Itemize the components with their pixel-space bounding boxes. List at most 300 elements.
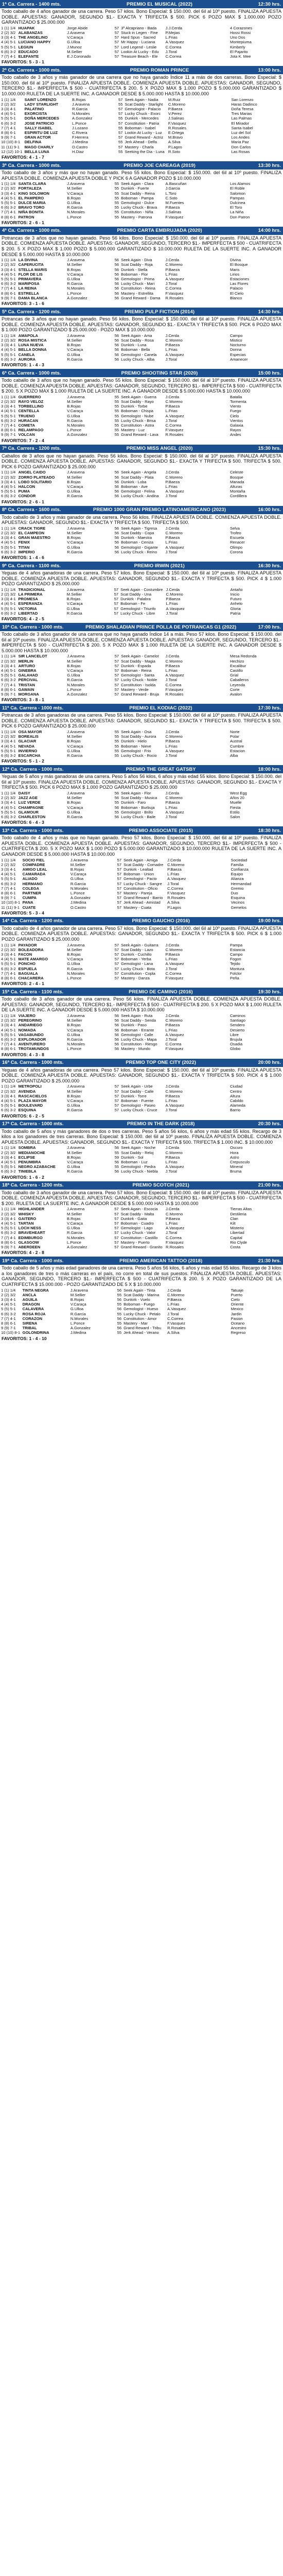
weight: 55 [114, 186, 119, 191]
jockey-name: M.Sellier [67, 1211, 82, 1216]
trainer-name: A.Vasquez [165, 961, 184, 967]
pedigree: Constitution - Astra [121, 423, 154, 428]
table-row [0, 399, 283, 404]
jockey-name: L.Ponce [67, 687, 82, 692]
race-conditions: Todo caballo de 4 años ganador de una carrera. Peso 57 kilos. Bono Especial: $ 150.000. del 6il al 10º puesto. FINALIZA APUESTA DOBLE. COMIENZA APUESTA DOBLE. APUESTAS: GANADOR, SEGUNDO $1.- EXACTA Y TRIFECTA $ 500. PICK 6 $ 1.000 POZO GARANTIZADO $ 25.000.000 [2, 925, 281, 942]
jockey-name: V.Caraça [67, 347, 83, 352]
trainer-name: C.Moreno [165, 474, 183, 480]
trainer-name: L.Frias [165, 1221, 178, 1226]
entry-number: 5 (5) 5-1 [1, 876, 16, 882]
entry-number: 6 (6) 3-2 [1, 1169, 16, 1174]
horse-name: METROPOLI [18, 1084, 42, 1089]
pedigree: Dunkirk - Cuchillo [121, 952, 152, 957]
jockey-name: G.Ulloa [67, 200, 80, 206]
stud-name: Trofeo [230, 531, 241, 536]
horse-name: CALAVERA [22, 1307, 44, 1312]
trainer-name: P.Baeza [167, 1297, 182, 1302]
weight: 56 [114, 474, 119, 480]
entry-number: 1 (1) 1/4 [1, 25, 16, 30]
trainer-name: A.Vasquez [165, 1032, 184, 1037]
horse-name: LUCIANO HAPPY [18, 40, 51, 45]
entry-number: 5 (5) 5-1 [1, 1307, 16, 1312]
horse-name: DRAGON [22, 1302, 40, 1307]
race-number: 6ª Ca. Carrera - 1000 mts. [2, 370, 61, 376]
entry-number: 5 (5) 5-1 [1, 606, 16, 611]
pedigree: Scat Daddy - Rosa [121, 338, 154, 343]
weight: 56 [114, 1042, 119, 1047]
stud-name: Norte [230, 730, 240, 735]
trainer-name: J.Cerda [165, 470, 180, 475]
table-row [0, 683, 283, 687]
stud-name: Caballeros [230, 677, 249, 683]
pedigree: Scat Daddy - Una [120, 592, 152, 597]
table-row [0, 882, 283, 886]
table-row [0, 540, 283, 545]
table-row [0, 1212, 283, 1216]
trainer-name: P.Mejias [165, 30, 180, 35]
stud-name: Dulcinea [230, 200, 245, 206]
weight: 57 [117, 905, 122, 910]
trainer-name: C.Moreno [165, 1211, 183, 1216]
jockey-name: M.Sellier [67, 338, 82, 343]
jockey-name: B.Rojas [67, 535, 81, 540]
entry-number: 1 (1) 1/4 [1, 730, 16, 735]
horse-name: LOCH NESS [18, 1226, 41, 1231]
trainer-name: J.Cerda [165, 1145, 180, 1150]
race-number: 16ª Ca. Carrera - 1000 mts. [2, 1060, 64, 1066]
entry-number: 6 (6) 3-2 [1, 549, 16, 554]
trainer-name: J.Toral [165, 418, 177, 423]
stud-name: Hechizo [230, 658, 244, 664]
pedigree: Lucky Chuck - Brisa [121, 418, 156, 423]
jockey-name: R.Garcia [67, 281, 83, 286]
pedigree: Gemologist - Lana [121, 961, 153, 967]
pedigree: Lookin At Lucky - Edu [121, 49, 159, 54]
entry-number: 3 (3) 4-1 [1, 404, 16, 409]
entry-number: 10 (10) 8-1 [1, 1330, 21, 1335]
race-conditions: Yeguas de 4 años ganadoras de una carrera. Peso 57 kilos. Bono Especial: $ 150.000. del 6il al 10º puesto. FINALIZA APUESTA DOBLE. COMIENZA APUESTA DOBLE. APUESTAS: GANADOR, SEGUNDO $1.- EXACTA Y TRIFECTA $ 500. PICK 4 $ 1.000 POZO GARANTIZADO $ 25.000.000 [2, 1067, 281, 1083]
jockey-name: G.Ulloa [67, 961, 80, 967]
weight: 57 [118, 111, 123, 116]
weight: 56 [114, 281, 119, 286]
stud-name: Corte [230, 687, 240, 692]
stud-name: Don Patron [230, 214, 250, 219]
entry-number: 8 (8) 6-1 [1, 976, 16, 981]
table-row [0, 395, 283, 399]
table-row [0, 140, 283, 144]
jockey-name: L.Ponce [67, 1240, 81, 1245]
jockey-name: R.Garcia [70, 881, 86, 886]
table-row [0, 1326, 283, 1330]
table-row [0, 126, 283, 130]
trainer-name: C.Moreno [165, 1018, 183, 1023]
race-conditions: Todo caballo de 3 años ganador de una carrera que no haya ganado Índice 14 a más. Peso 57 kilos. Bono Especial: $ 150.000. del 6il al 10º puesto. FINALIZA APUESTA DOBLE. COMIENZA APUESTA DOBLE. APUESTAS: GANADOR, SEGUNDO, TERCERO $1.- IMPERFECTA $ 500 - CUATRIFECTA $ 200. 5 X POZO MAX $ 1.000 RULETA DE LA SUERTE INC. A GANADOR DESDE $ 5.000.000 HASTA $ 10.000.000 [2, 632, 281, 653]
entry-number: 6 (6) 3-2 [1, 205, 16, 210]
pedigree: Grand Reward - Dama [121, 295, 161, 300]
trainer-name: R.Rosales [165, 295, 184, 300]
jockey-name: J.Munoz [67, 44, 82, 49]
pedigree: Dunkirk - Vuelo [123, 1297, 150, 1302]
entry-number: 11 (11) 9-1 [1, 144, 20, 149]
favorites-line: FAVORITOS: 2 - 6 - 1 [2, 499, 44, 504]
weight: 56 [114, 540, 119, 545]
table-row [0, 1230, 283, 1235]
horse-name: IMPERIO [18, 549, 35, 554]
horse-name: LOBO SOLITARIO [18, 479, 52, 484]
trainer-name: J.Salinas [165, 210, 182, 215]
pedigree: Scat Daddy - Rayo [121, 399, 154, 404]
race-time: 20:00 hrs. [258, 1060, 281, 1066]
jockey-name: V.Caraça [67, 1027, 83, 1032]
jockey-name: V.Caraça [67, 191, 83, 196]
pedigree: Jerk Ahead - Delfa [125, 140, 157, 145]
table-row [0, 494, 283, 498]
jockey-name: O.Castro [70, 905, 86, 910]
pedigree: Gemologist - Felina [121, 489, 155, 494]
stud-name: Peña [230, 976, 239, 981]
trainer-name: C.Moreno [165, 658, 183, 664]
entry-number: 4 (4) 5-1 [1, 1027, 16, 1032]
table-row [0, 338, 283, 343]
horse-name: LADY STARLIGHT [24, 101, 59, 107]
jockey-name: L.Ponce [70, 1321, 85, 1326]
horse-name: SOCIO FIEL [22, 857, 45, 862]
jockey-name: A.Gonzalez [67, 295, 87, 300]
table-row [0, 1216, 283, 1221]
entries-table [0, 1084, 283, 1112]
entry-number: 3 (3) 4-1 [1, 663, 16, 668]
favorites-line: FAVORITOS: 5 - 3 - 1 [2, 59, 44, 65]
pedigree: Constitution - Isolda [121, 682, 156, 687]
entry-number: 2 (2) 3/2 [1, 30, 16, 35]
entry-number: 3 (3) 4-1 [1, 267, 16, 272]
table-row [0, 805, 283, 810]
horse-name: TRUENO [18, 413, 35, 418]
entry-number: 1 (1) 1/4 [1, 1207, 16, 1212]
race-block [0, 562, 283, 623]
jockey-name: R.Garcia [67, 815, 83, 820]
jockey-name: L.Ponce [67, 976, 82, 981]
pedigree: Gemologist - Brillo [121, 809, 153, 815]
horse-name: FLOR DE LIS [18, 272, 43, 277]
trainer-name: J.Toral [165, 815, 177, 820]
stud-name: Renacer [230, 540, 245, 545]
jockey-name: R.Garcia [70, 1311, 86, 1316]
stud-name: Tormenta [230, 399, 246, 404]
weight: 56 [114, 531, 119, 536]
table-row [0, 1221, 283, 1226]
entry-number: 2 (2) 3/2 [1, 947, 16, 952]
jockey-name: J.Aravena [67, 1207, 85, 1212]
weight: 55 [114, 730, 119, 735]
race-block [0, 826, 283, 917]
stud-name: Altura [230, 1093, 240, 1098]
race-time: 13:00 hrs. [258, 67, 281, 73]
stud-name: Estacion [230, 748, 245, 753]
table-row [0, 111, 283, 116]
table-row [0, 535, 283, 540]
table-row [0, 1150, 283, 1155]
race-time: 19:30 hrs. [258, 989, 281, 995]
horse-name: PEREGRINO [18, 1018, 42, 1023]
entry-number: 8 (8) 6-1 [1, 428, 16, 433]
horse-name: ROSA MISTICA [18, 338, 47, 343]
trainer-name: C.Correa [165, 54, 182, 59]
jockey-name: G.Ulloa [67, 40, 80, 45]
entries-table [0, 1288, 283, 1335]
weight: 57 [117, 900, 122, 905]
jockey-name: V.Caraça [67, 409, 83, 414]
race-number: 7ª Ca. Carrera - 1200 mts. [2, 446, 61, 452]
trainer-name: R.Soto [168, 149, 181, 154]
table-row [0, 414, 283, 418]
jockey-name: J.Aravena [66, 587, 84, 592]
horse-name: MAGO CHARLY [24, 144, 54, 149]
table-row [0, 1169, 283, 1174]
stud-name: Corona [230, 549, 243, 554]
entry-number: 6 (6) 3-2 [1, 49, 16, 54]
jockey-name: M.Sellier [67, 262, 82, 267]
weight: 56 [114, 1145, 119, 1150]
stud-name: Mexico [231, 1307, 243, 1312]
jockey-name: M.Sellier [67, 1150, 82, 1155]
horse-name: ESPUELA [18, 966, 37, 971]
stud-name: Fogon [230, 957, 241, 962]
trainer-name: L.Frias [165, 272, 178, 277]
horse-name: PROMESA [18, 597, 38, 602]
weight: 55 [114, 191, 119, 196]
pedigree: Constitution - Patria [125, 121, 160, 126]
horse-name: GALAHAD [18, 673, 38, 678]
race-time: 21:30 hrs. [258, 1258, 281, 1264]
entry-number: 4 (4) 5-1 [1, 668, 16, 673]
horse-name: LIBERTAD [18, 611, 38, 616]
weight: 56 [114, 1032, 119, 1037]
stud-name: Brujula [230, 1037, 242, 1042]
race-number: 9ª Ca. Carrera - 1100 mts. [2, 563, 61, 569]
pedigree: Grand Reward - Barrio [123, 895, 163, 901]
entry-number: 6 (6) 3-2 [1, 1108, 16, 1113]
race-time: 13:30 hrs. [258, 162, 281, 168]
entry-number: 1 (1) 1/4 [1, 333, 16, 338]
weight: 57 [114, 966, 119, 971]
horse-name: DAMA BLANCA [18, 295, 48, 300]
horse-name: CORAZON [22, 1316, 43, 1321]
trainer-name: F.Vasquez [165, 214, 184, 219]
table-row [0, 952, 283, 957]
trainer-name: C.Moreno [165, 399, 183, 404]
horse-name: RASCACIELOS [18, 1093, 47, 1098]
trainer-name: R.Rosales [167, 1326, 186, 1331]
entry-number: 10 (10) 8-1 [1, 900, 21, 905]
jockey-name: H.Diaz [72, 149, 84, 154]
entry-number: 3 (3) 4-1 [1, 1297, 16, 1302]
table-row [0, 531, 283, 535]
table-row [0, 347, 283, 352]
pedigree: Constitution - Niña [121, 210, 153, 215]
table-row [0, 480, 283, 484]
table-row [0, 905, 283, 910]
trainer-name: L.Frias [165, 409, 178, 414]
pedigree: Mastery - Danza [121, 976, 150, 981]
stud-name: Campo [230, 333, 243, 338]
jockey-name: J.Aravena [67, 654, 85, 659]
race-premio: PREMIO JOE CAREAGA (2019) [123, 162, 196, 168]
entry-number: 3 (3) 4-1 [1, 1155, 16, 1160]
stud-name: Hora [230, 1150, 239, 1155]
jockey-name: J.Aravena [67, 181, 85, 187]
entry-number: 2 (2) 3/2 [1, 399, 16, 404]
horse-name: SIR LANCELOT [18, 654, 47, 659]
weight: 55 [118, 116, 123, 121]
stud-name: Doña Teresa [231, 106, 254, 111]
jockey-name: B.Rojas [70, 1297, 84, 1302]
entry-number: 5 (5) 5-1 [1, 748, 16, 753]
race-time: 14:30 hrs. [258, 309, 281, 315]
stud-name: El Mirador [231, 121, 250, 126]
table-row [0, 664, 283, 668]
table-row [0, 858, 283, 862]
weight: 55 [114, 432, 119, 437]
weight: 56 [114, 277, 119, 282]
stud-name: Ancestro [231, 1326, 246, 1331]
stud-name: Crepusculo [230, 1160, 250, 1165]
entry-number: 4 (4) 5-1 [1, 272, 16, 277]
trainer-name: J.Toral [167, 881, 179, 886]
pedigree: Seek Again - Osa [121, 730, 152, 735]
jockey-name: V.Caraça [67, 540, 83, 545]
favorites-line: FAVORITOS: 3 - 1 - 6 [2, 301, 44, 307]
pedigree: Scat Daddy - Roja [121, 262, 153, 267]
jockey-name: G.Ulloa [67, 1032, 80, 1037]
stud-name: Pasion [231, 1316, 243, 1321]
horse-name: EXORCISTA [24, 111, 47, 116]
stud-name: Maria Paz [231, 140, 249, 145]
weight: 56 [114, 494, 119, 499]
pedigree: Mastery - Mundo [121, 1046, 151, 1052]
weight: 56 [114, 1027, 119, 1032]
stud-name: Cabildo [230, 1098, 243, 1104]
table-row [0, 687, 283, 692]
pedigree: Seek Again - Tinta [123, 1287, 155, 1293]
entry-number: 6 (6) 3-2 [1, 881, 16, 886]
entry-number: 6 (6) 3-2 [1, 611, 16, 616]
jockey-name: B.Rojas [67, 800, 81, 805]
entry-number: 5 (5) 5-1 [1, 1032, 16, 1037]
trainer-name: P.Baeza [165, 1023, 180, 1028]
stud-name: Alba [230, 753, 238, 758]
horse-name: EDIMBURGO [18, 1235, 43, 1240]
trainer-name: R.Rosales [165, 692, 184, 697]
jockey-name: M.Sellier [67, 1018, 82, 1023]
entry-number: 2 (2) 3/2 [1, 1150, 16, 1155]
table-row [0, 1103, 283, 1108]
weight: 56 [114, 791, 119, 796]
race-block [0, 445, 283, 506]
weight: 57 [114, 49, 119, 54]
horse-name: EXPLORADOR [18, 1037, 46, 1042]
horse-name: LA DIVINA [18, 258, 38, 263]
jockey-name: M.Sellier [67, 399, 82, 404]
horse-name: HERMANO [22, 881, 43, 886]
pedigree: Gemologist - Calle [121, 1032, 153, 1037]
table-row [0, 484, 283, 489]
trainer-name: L.Frias [165, 1160, 178, 1165]
entry-number: 1 (1) 1/4 [1, 1084, 16, 1089]
trainer-name: C.Moreno [165, 262, 183, 267]
race-premio: PREMIO SCOTCH (2021) [132, 1182, 189, 1189]
trainer-name: C.Correa [167, 886, 183, 891]
table-row [0, 97, 283, 102]
trainer-name: R.Rosales [167, 895, 186, 901]
jockey-name: G.Ulloa [67, 809, 80, 815]
entry-number: 3 (3) 4-1 [1, 479, 16, 484]
weight: 56 [114, 805, 119, 810]
weight: 55 [114, 418, 119, 423]
trainer-name: A.Vasquez [165, 545, 184, 550]
favorites-line: FAVORITOS: 5 - 3 - 4 [2, 910, 44, 916]
stud-name: Blanco [230, 295, 242, 300]
weight: 56 [114, 545, 119, 550]
table-row [0, 432, 283, 437]
weight: 57 [114, 1221, 119, 1226]
trainer-name: A.Vasquez [165, 1103, 184, 1108]
jockey-name: J.Aravena [67, 730, 85, 735]
pedigree: Lucky Chuck - Baile [121, 815, 156, 820]
horse-name: TRIBAL [22, 1326, 37, 1331]
race-time: 17:00 hrs. [258, 624, 281, 630]
entries-table [0, 791, 283, 819]
table-row [0, 196, 283, 200]
favorites-line: FAVORITOS: 6 - 2 - 5 [2, 1113, 44, 1118]
weight: 57 [117, 881, 122, 886]
stud-name: Osadia [230, 1042, 243, 1047]
horse-name: KING SOLOMON [18, 191, 49, 196]
horse-name: GLACIAR [18, 739, 37, 744]
stud-name: Especias [230, 352, 246, 357]
entry-number: 2 (2) 3/2 [1, 1292, 16, 1297]
stud-name: Hossi Rossi [230, 30, 251, 35]
trainer-name: P.Baeza [165, 479, 180, 484]
weight: 57 [114, 687, 119, 692]
jockey-name: A.Gonzalez [67, 432, 87, 437]
weight: 57 [114, 663, 119, 668]
table-row [0, 606, 283, 611]
jockey-name: J.Aravena [67, 394, 85, 399]
race-header [0, 1059, 283, 1067]
trainer-name: C.Correa [165, 423, 182, 428]
pedigree: Constitution - Castillo [120, 1235, 158, 1240]
entry-number: 4 (4) 5-1 [1, 743, 16, 749]
entry-number: 2 (2) 3/2 [1, 186, 16, 191]
table-row [0, 753, 283, 758]
pedigree: Gemologist - Palacio [125, 106, 161, 111]
stud-name: Montura [230, 966, 244, 971]
entry-number: 9 (9) 7-1 [1, 895, 16, 901]
horse-name: EDUCADO [18, 49, 39, 54]
pedigree: Mastery - Charla [125, 144, 154, 149]
weight: 57 [117, 872, 122, 877]
trainer-name: P.Baeza [165, 952, 180, 957]
table-row [0, 418, 283, 423]
horse-name: LEGIUN [18, 44, 33, 49]
weight: 56 [114, 267, 119, 272]
weight: 57 [114, 30, 119, 35]
horse-name: FORTALEZA [18, 186, 42, 191]
race-premio: PREMIO MISS ANGEL (2020) [126, 446, 193, 452]
stud-name: Estancia [230, 947, 245, 952]
favorites-line: FAVORITOS: 5 - 1 - 2 [2, 758, 44, 764]
